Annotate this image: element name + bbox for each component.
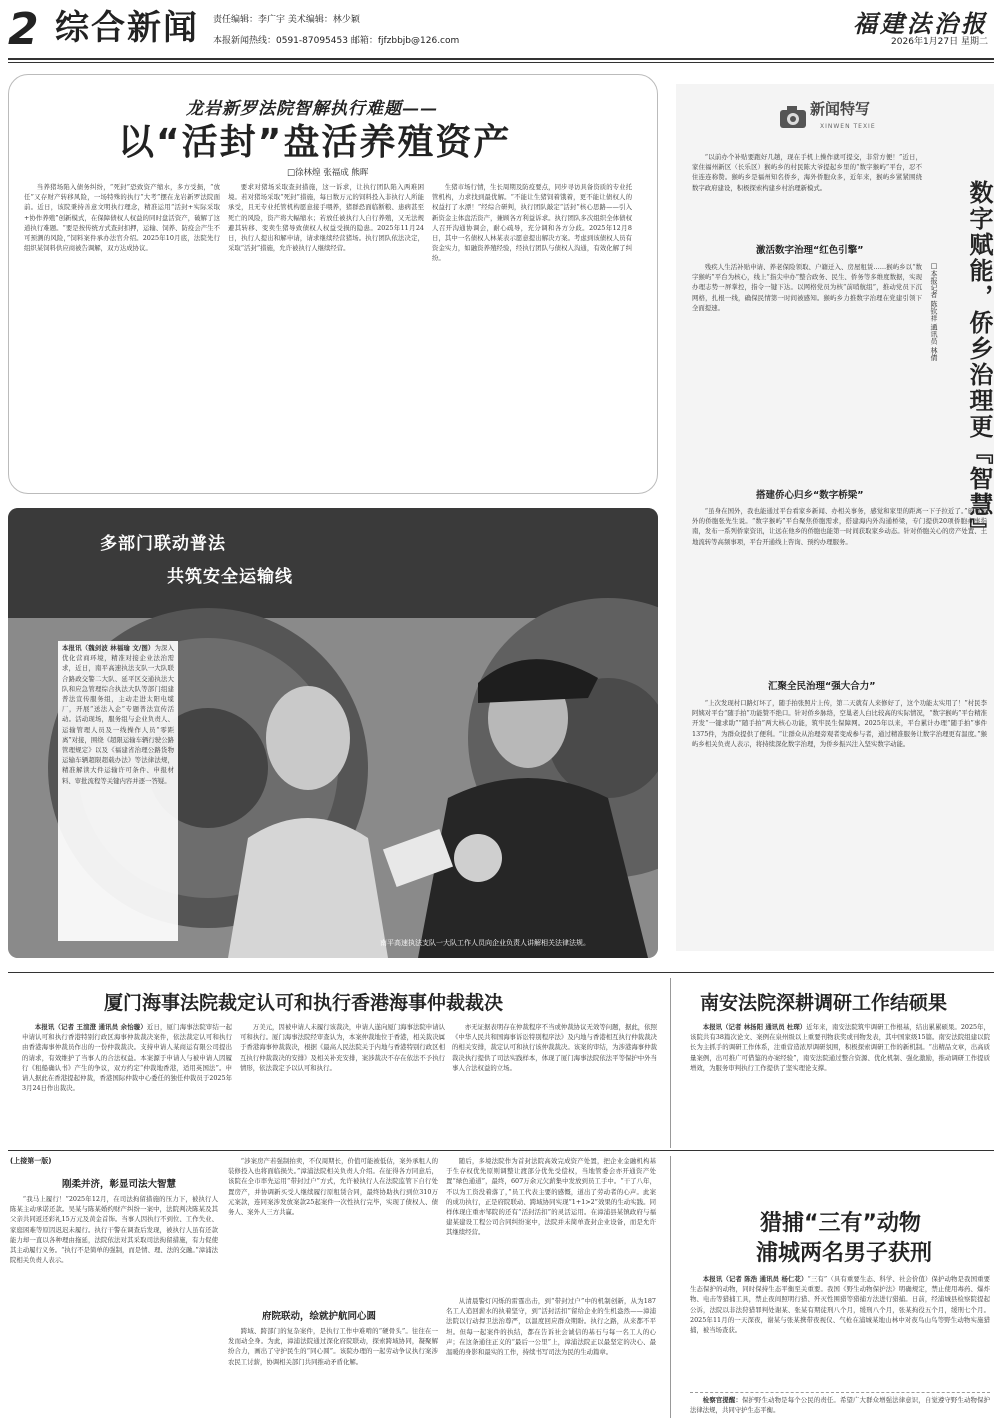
continued-label: (上接第一版) bbox=[10, 1157, 52, 1165]
feature-kicker: 龙岩新罗法院智解执行难题—— bbox=[186, 99, 438, 119]
sidebar-byline: □本报记者 陈钦祥 通讯员 林倩 bbox=[930, 262, 938, 361]
issue-date: 2026年1月27日 星期二 bbox=[891, 37, 988, 47]
nanan-article-body: 本报讯（记者 林扬阳 通讯员 杜琛）近年来，南安法院筑牢调研工作根基，结出累累硕果。2025年，该院共有38篇次论文、案例在泉州级以上重要刊物获奖或刊物发表，其中国家级15篇。南安法院组建以院长为主抓手的调研工作体系，注重营造浓厚调研氛围，积极探索调研工作的新机制。“出精品文章，出高质量案例，出可推广可借鉴的办案经验”，南安法院通过整合资源、优化机制、强化激励，推动调研工作提质增效，为服务审判执行工作提供了坚实理论支撑。 bbox=[690, 1023, 990, 1072]
bottom-column-1: “我马上履行！”2025年12月，在司法拘留措施的压力下，被执行人陈某主动承诺还款。吴某与陈某婚约财产纠纷一案中，法院判决陈某及其父亲共同返还彩礼15万元及黄金首饰。当事人因执行不到位、工作失业、家庭困难等原因迟迟未履行。执行干警在调查后发现，被执行人虽有还款能力却一直以各种理由拖延，法院依法对其采取司法拘留措施，有力促使其主动履行义务。“执行不是简单的强制，而是情、理、法的交融。”漳浦法院相关负责人表示。 bbox=[10, 1195, 218, 1265]
bottom-column-2b: 跨域、跨部门的复杂案件，是执行工作中难啃的“硬骨头”。往往在一发而动全身。为此，漳浦法院通过深化府院联动，探索跨域协同，凝聚解纷合力，画出了守护民生的“同心圆”。该院办理的一起劳动争议执行案涉农民工讨薪，协调相关部门共同推动矛盾化解。 bbox=[228, 1327, 438, 1366]
sidebar-paragraph-2: “虽身在国外，我也能通过平台看家乡新闻、办相关事务，感觉和家里的距离一下子拉近了。”旅居南外的侨胞张先生说。“数字猴屿”平台聚焦侨胞需求，搭建海内外沟通桥梁，专门提供20项侨胞办事指南，发布一系列侨家资讯，让远在他乡的侨胞也能第一时间获取家乡动态。针对侨胞关心的房产处置、土地流转等高频事项，平台开通线上咨询、预约办理服务。 bbox=[692, 507, 987, 546]
page-number: 2 bbox=[8, 4, 39, 55]
editors-line: 责任编辑：李广宇 美术编辑：林少颖 bbox=[213, 15, 360, 25]
bottom-subhead-2: 府院联动，绘就护航同心圆 bbox=[262, 1311, 377, 1322]
nanan-headline: 南安法院深耕调研工作结硕果 bbox=[700, 992, 948, 1014]
photo-caption: 南平高速执法支队一大队工作人员向企业负责人讲解相关法律法规。 bbox=[380, 939, 590, 947]
bottom-column-2: “涉案房产若强制拍卖，不仅周期长，价值可能被低估，案外承租人的装修投入也将面临损失。”漳浦法院相关负责人介绍。在征得各方同意后，该院在全市率先运用“带封过户”方式，允许被执行人在法院监管下自行处置房产，并协调新买受人继续履行原租赁合同，最终协助执行到位310万元案款，连同案涉发放案款25起案件一次性执行完毕，实现了债权人、债务人、案外人三方共赢。 bbox=[228, 1157, 438, 1217]
hunt-article-body: 本报讯（记者 陈浩 通讯员 杨仁花）“三有”（具有重要生态、科学、社会价值）保护动物是我国重要生态保护的动物，同时保持生态平衡至关重要。我国《野生动物保护法》明确规定，禁止使用毒药、爆炸物、电击等猎捕工具，禁止夜间照明行猎、歼灭性围猎等猎捕方法进行猎捕。日前，经浦城县检察院提起公诉，法院以非法狩猎罪判处谢某、张某有期徒刑八个月，缓刑八个月，张某拘役五个月，缓刑七个月。2025年11月的一天深夜，谢某与张某携带夜视仪、气枪在浦城某地山林中对夜鸟山鸟等野生动物实施猎捕，被当场查获。 bbox=[690, 1275, 990, 1335]
bottom-column-4: 从清晨警灯闪烁的雷霆出击，到“带封过户”中的机制创新，从为187名工人追回薪水的执着坚守，到“活封活扣”留给企业的生机盎然——漳浦法院以行动捍卫法治尊严，以温度回应群众期盼。执行之路，从来都不平坦。但每一起案件的执结，都在告诉社会诚信的基石与每一名工人的心声；在这条通往正义的“最后一公里”上，漳浦法院正以最坚定的决心、最温暖的身影和最实的工作，持续书写司法为民的生动篇章。 bbox=[446, 1297, 656, 1357]
sidebar-subhead-3: 汇聚全民治理“强大合力” bbox=[768, 681, 876, 692]
column-logo-en: XINWEN TEXIE bbox=[820, 123, 876, 130]
photo-headline-line-1: 多部门联动普法 bbox=[100, 534, 226, 554]
sidebar-headline: 数字赋能，侨乡治理更『智慧』 bbox=[965, 180, 994, 544]
camera-icon bbox=[778, 102, 808, 132]
column-divider-2 bbox=[670, 1156, 671, 1418]
sidebar-subhead-1: 激活数字治理“红色引擎” bbox=[756, 245, 864, 256]
xiamen-column-3: 亦无证据表明存在仲裁程序不当或仲裁协议无效等问题，据此，依照《中华人民共和国海事诉讼特别程序法》及内地与香港相互执行仲裁裁决的相关安排，裁定认可和执行该仲裁裁决。该案的审结，为涉港海事仲裁裁决执行提供了司法实践样本，体现了厦门海事法院依法平等保护中外当事人合法权益的立场。 bbox=[452, 1023, 657, 1072]
feature-column-3: 生猪市场行情，生长周期及防疫要点，同步寻访具备资质的专业托管机构，力求找到最优解。“不能让生猪饲着饿着，更不能让债权人的权益打了水漂！”经综合研判，执行团队敲定“活封”核心思路——引入新资金主体盘活资产，兼顾各方利益诉求。执行团队多次组织全体债权人召开沟通协调会，耐心疏导，充分调和各方分歧。2025年12月8日，其中一名债权人林某表示愿意提出解决方案。考虑到该债权人员有资金实力，如融资养殖经验，经执行团队与债权人沟通，有效化解了纠纷。 bbox=[432, 183, 632, 263]
feature-column-1: 当养猪场陷入债务纠纷，“死封”恐致资产缩水，多方受损，“放任”又存财产转移风险，一场特殊的执行“大考”摆在龙岩新罗法院面前。近日，该院秉持善意文明执行理念，精准运用“活封+实际采取+协作养殖”创新模式，在保障债权人权益的同时盘活资产，破解了这道执行难题。“要是按传统方式查封扣押，运输、饲养、防疫会产生不可预测的风险，”饲料案件承办法官介绍。2025年10月底，法院先行组织某饲料供应商被告调解，双方达成协议。 bbox=[24, 183, 220, 253]
feature-column-2: 要求对猪场采取查封措施，这一诉求，让执行团队陷入两难困境。若对猪场采取“死封”措施，每日数万元的饲料投入非执行人所能承受，且无专业托管机构愿意接手喂养，猪群恐面临断粮、患病甚至死亡的风险，资产将大幅缩水；若放任被执行人自行养殖，又无法规避其转移、变卖生猪导致债权人权益受损的隐患。2025年11月24日，执行人提出和解申请，请求继续经营猪场。执行团队依法决定，采取“活封”措施，允许被执行人继续经营。 bbox=[228, 183, 424, 253]
header-rule bbox=[8, 58, 994, 60]
feature-headline: 以“活封”盘活养殖资产 bbox=[118, 122, 512, 163]
xiamen-column-1: 本报讯（记者 王渲澄 通讯员 余怡璇）近日，厦门海事法院审结一起申请认可和执行香港特别行政区海事仲裁裁决案件，依法裁定认可和执行由香港海事仲裁员作出的一份仲裁裁决。支持申请人某商运有限公司提出的请求，有效维护了当事人的合法权益。本案源于申请人与被申请人因履行《租船确认书》产生的争议，双方约定“仲裁地香港，适用英国法”。申请人据此在香港提起仲裁，香港国际仲裁中心委任的独任仲裁员于2025年3月24日作出裁决。 bbox=[22, 1023, 232, 1093]
photo-article-body: 为深入优化营商环境，精准对接企业法治需求，近日，南平高速执法支队一大队联合路政交警二大队、延平区交通执法大队和应急管理综合执法大队等部门组建普法宣传服务组，主动走进太阳电缆厂，开展“送法入企”专题普法宣传活动。活动现场，服务组与企业负责人、运输管理人员及一线操作人员“零距离”对接，围绕《超限运输车辆行驶公路管理规定》以及《福建省治理公路货物运输车辆超限超载办法》等法律法规，精准解读大件运输许可条件、申报材料、审批流程等关键内容并逐一答疑。 bbox=[62, 644, 174, 785]
sidebar-paragraph-3: “上次发现村口路灯坏了，随手拍张照片上传，第二天就有人来修好了，这个功能太实用了！”村民李阿姨对平台“随手拍”功能赞不绝口。针对侨乡脉络，空巢老人白比较高的实际情况，“数字猴屿”平台精准开发“一键求助”“随手拍”两大核心功能，筑牢民生保障网。2025年以来，平台累计办理“随手拍”事件1375件，为群众提供了便利。“让群众从治理旁观者变成参与者，通过精准服务让数字治理更有温度。”猴屿乡相关负责人表示，将持续深化数字治理，为侨乡振兴注入坚实数字动能。 bbox=[692, 699, 987, 748]
xiamen-column-2: 万美元，因被申请人未履行该裁决，申请人遂向厦门海事法院申请认可和执行。厦门海事法院经审查认为，本案仲裁地位于香港，相关裁决属于香港海事仲裁裁决，根据《最高人民法院关于内地与香港特别行政区相互执行仲裁裁决的安排》及相关补充安排，案涉裁决不存在依法不予执行情形，依法裁定予以认可和执行。 bbox=[240, 1023, 445, 1072]
section-rule bbox=[8, 972, 994, 973]
xiamen-headline: 厦门海事法院裁定认可和执行香港海事仲裁裁决 bbox=[104, 992, 504, 1014]
bottom-column-3: 随后，多境法院作为首封法院高效完成资产处置，把企业金融机构基于生存权优先原则调整让渡部分优先受偿权，当地管委会亦开通资产处置“绿色通道”，最终，607万余元欠薪集中发放到员工手中。“干了八年，不以为工资没着落了，”员工代表主要的感慨，道出了劳动者的心声。此案的成功执行，正是府院联动、跨域协同实现“1+1>2”效果的生动实践。同样体现庄重亦邹院的还有“活封活扣”的灵活运用。在漳浦县某镇政府与福建某建设工程公司合同纠纷案中，法院并未简单查封企业设备，而是允许其继续经营。 bbox=[446, 1157, 656, 1237]
hotline-line: 本报新闻热线：0591-87095453 邮箱：fjfzbbjb@126.com bbox=[213, 36, 460, 46]
feature-byline: □徐林煌 张福成 熊晖 bbox=[287, 168, 369, 178]
sidebar-paragraph-1: 残疾人生活补贴申请、养老保险领取、户籍迁入、房屋租赁……猴屿乡以“数字猴屿”平台为核心，线上“指尖申办”整合政务、民生、侨务等多维度数据，实现办理志势一屏掌控，指令一键下达。以网格党员为核“前哨航组”，推动党员下沉网格，扎根一线，确保民情第一时间被感知。猴屿乡力推数字治理在党建引领下全面提速。 bbox=[692, 263, 922, 312]
sidebar-intro: “以前办个补贴要跑好几趟，现在手机上操作就可提交，非常方便！”近日，家住福州新区（长乐区）猴屿乡的村民陈大爷提起乡里的“数字猴屿”平台，忍不住连连称赞。猴屿乡是福州知名侨乡，海外侨胞众多，近年来，猴屿乡紧紧围绕数字政府建设，积极探索构建乡村治理新模式。 bbox=[692, 153, 922, 192]
section-title: 综合新闻 bbox=[55, 8, 199, 48]
hunt-footer-note: 检察官提醒：保护野生动物是每个公民的责任。希望广大群众增强法律意识，自觉遵守野生动物保护法律法规，共同守护生态平衡。 bbox=[690, 1392, 990, 1420]
column-logo: 新闻特写 bbox=[810, 100, 871, 118]
bottom-subhead-1: 刚柔并济，彰显司法大智慧 bbox=[62, 1179, 177, 1190]
photo-headline-line-2: 共筑安全运输线 bbox=[167, 567, 293, 587]
photo-article-text bbox=[58, 641, 178, 941]
section-rule-2 bbox=[8, 1150, 994, 1151]
hunt-headline-line-1: 猎捕“三有”动物 bbox=[760, 1211, 921, 1236]
sidebar-subhead-2: 搭建侨心归乡“数字桥梁” bbox=[756, 490, 864, 501]
photo-article-byline: 本报讯（魏剑波 林福瑜 文/图） bbox=[62, 644, 155, 652]
hunt-headline-line-2: 浦城两名男子获刑 bbox=[756, 1241, 933, 1266]
masthead-logo: 福建法治报 bbox=[853, 9, 988, 38]
column-divider bbox=[670, 978, 671, 1148]
header-rule-thin bbox=[8, 62, 994, 63]
